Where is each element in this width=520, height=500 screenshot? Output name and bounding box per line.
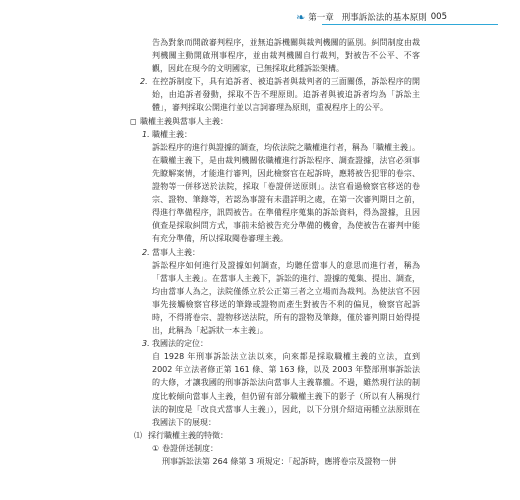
subheading-1: [128, 128, 420, 141]
page-body: [128, 36, 420, 468]
paren-number: ⑴: [134, 430, 142, 440]
chapter-title: 刑事訴訟法的基本原則: [341, 13, 427, 23]
circled-number: ①: [152, 443, 160, 453]
item-text: 在控訴制度下，具有追訴者、被追訴者與裁判者的三面關係，訴訟程序的開始，由追訴者發動，採取不告不理原則。追訴者與被追訴者均為「訴訟主體」，審判採取公開進行並以言詞審理為原則，重視程序上的公平。: [152, 77, 420, 113]
subheading-title: 當事人主義：: [152, 247, 200, 257]
paragraph-our-law: 自 1928 年刑事訴訟法立法以來，向來都是採取職權主義的立法，直到 2002 年立法者修正第 161 條、第 163 條，以及 2003 年整部刑事訴訟法的大修，才讓我國的刑事訴訟法向當事人主義靠攏。不過，雖然現行法的制度比較傾向當事人主義，但仍留有部分職權主義下的影子（所以有人稱現行法的制度是「改良式當事人主義」），因此，以下分別介紹這兩種立法原則在我國法下的展現：: [152, 352, 420, 427]
chapter-label: 第一章: [308, 13, 334, 23]
list-item-2: [128, 75, 420, 114]
paragraph-adversarial: 訴訟程序如何進行及證據如何調查，均聽任當事人的意思而進行者，稱為「當事人主義」。在當事人主義下，訴訟的進行、證據的蒐集、提出、調查，均由當事人為之，法院僅係立於公正第三者之立場而為裁判。為使法官不因事先接觸檢察官移送的筆錄或證物而產生對被告不利的偏見，檢察官起訴時，不得將卷宗、證物移送法院，所有的證物及筆錄，僅於審判期日始得提出，此稱為「起訴狀一本主義」。: [152, 260, 420, 336]
subheading-number: 3.: [142, 339, 150, 349]
paragraph-continued: 告為對象而開啟審判程序，並無追訴機關與裁判機關的區別。糾問制度由裁判機關主動開啟刑事程序，並由裁判機關自行裁判，對被告不公平、不客觀，因此在現今的文明國家，已無採取此種訴訟架構。: [152, 38, 420, 74]
subheading-2: [128, 246, 420, 259]
page-number: 005: [430, 12, 447, 22]
paragraph-article-264: 刑事訴訟法第 264 條第 3 項規定：「起訴時，應將卷宗及證物一併: [162, 457, 397, 466]
leaf-ornament-icon: ❧: [296, 10, 306, 24]
subheading-number: 2.: [142, 247, 150, 257]
subheading-title: 我國法的定位：: [152, 339, 208, 349]
header-rule: [322, 24, 498, 25]
paragraph-inquisitorial: 訴訟程序的進行與證據的調查，均依法院之職權進行者，稱為「職權主義」。在職權主義下，是由裁判機關依職權進行訴訟程序、調查證據，法官必須事先瞭解案情，才能進行審判，因此檢察官在起訴時，應將被告犯罪的卷宗、證物等一併移送於法院，採取「卷證併送原則」。法官看過檢察官移送的卷宗、證物、筆錄等，若認為事證有未盡詳明之處，在第一次審判期日之前，得進行準備程序，訊問被告。在準備程序蒐集的訴訟資料，得為證據，且因偵查是採取糾問方式，事前未給被告充分準備的機會，為使被告在審判中能有充分準備，所以採取閱卷審理主義。: [152, 142, 420, 244]
subheading-3: [128, 337, 420, 350]
subheading-number: 1.: [142, 129, 150, 139]
circled-item-1: [128, 442, 420, 455]
section-title: 職權主義與當事人主義：: [140, 116, 228, 126]
subheading-title: 職權主義：: [152, 129, 192, 139]
item-number: 2.: [140, 77, 148, 87]
paren-title: 採行職權主義的特徵：: [148, 430, 228, 440]
paren-item-1: [128, 429, 420, 442]
circled-title: 卷證併送制度：: [162, 443, 218, 453]
section-heading: [128, 115, 420, 128]
section-box-icon: ◻: [130, 116, 137, 126]
